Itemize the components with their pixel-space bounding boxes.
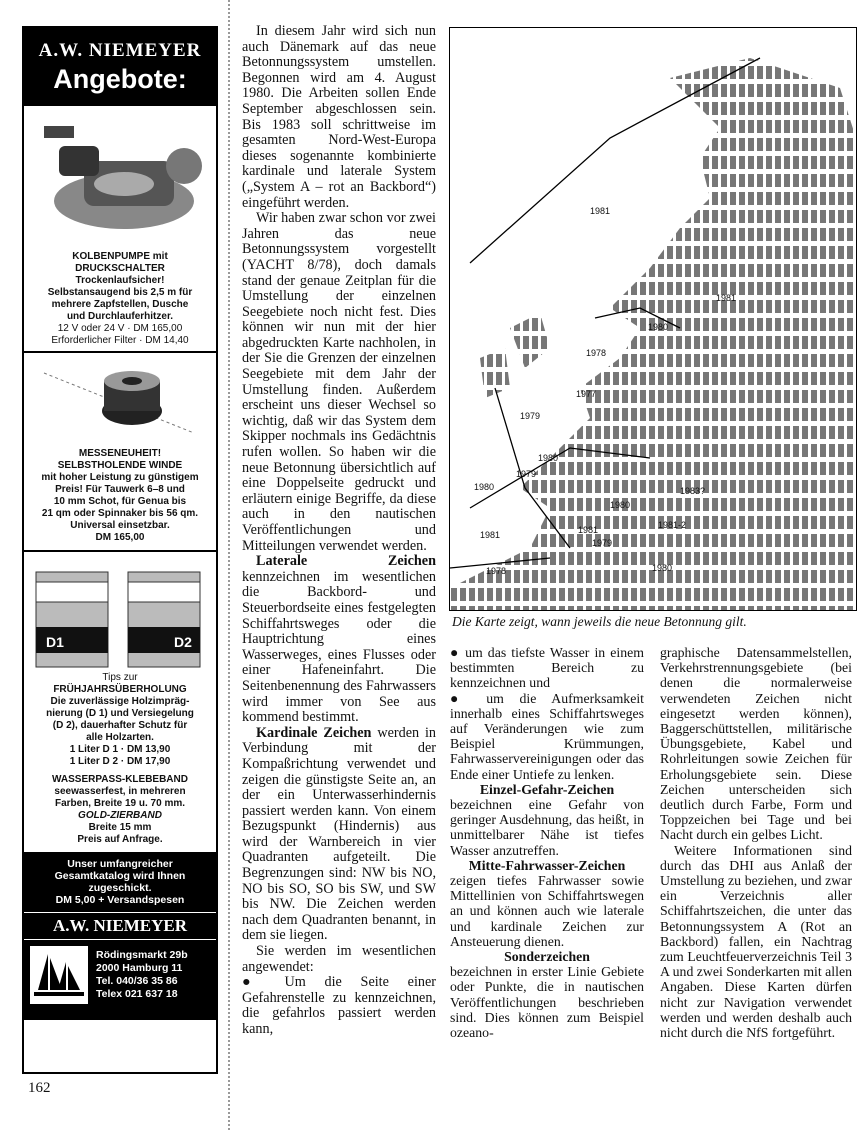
pump-image xyxy=(24,106,216,251)
ad-line: Breite 15 mm xyxy=(88,822,152,833)
map-year-label: 1981 xyxy=(590,206,611,216)
article-column-2 xyxy=(450,645,644,1040)
paragraph xyxy=(242,554,436,726)
ad-line: und Durchlauferhitzer. xyxy=(66,311,174,322)
map-year-label: 1981 xyxy=(716,293,737,303)
map-year-label: 1980 xyxy=(652,563,673,573)
ad-cans-section xyxy=(24,550,216,852)
ad-footer xyxy=(24,852,216,1020)
ad-line: Universal einsetzbar. xyxy=(70,520,170,531)
map-year-label: 1980 xyxy=(610,500,631,510)
paragraph: bezeichnen in erster Linie Gebiete oder Punkte, die in nautischen Veröffentlichungen beschrieben sind. Dies können zum Beispiel ozeano- xyxy=(450,964,644,1041)
map-year-label: 1977 xyxy=(576,389,597,399)
ad-line: (D 2), dauerhafter Schutz für xyxy=(52,720,188,731)
paragraph xyxy=(242,726,436,944)
map-year-label: 1980 xyxy=(648,322,669,332)
page-number: 162 xyxy=(28,1080,51,1096)
ad-catalog-line: zugeschickt. xyxy=(88,882,152,894)
ad-line: DM 165,00 xyxy=(95,532,145,543)
ad-line: WASSERPASS-KLEBEBAND xyxy=(52,774,188,785)
lateral-text: kennzeichnen im wesentlichen die Backbord- und Steuerbordseite eines festgelegten Schiffahrtsweges oder die Hauptrichtung eines Wasserweges, eines Flusses oder einer Hafeneinfahrt. Die Seitenbenennung des Fahrwassers wird immer von See aus kommend bestimmt. xyxy=(242,568,436,726)
map-year-label: 1983? xyxy=(680,486,706,496)
ad-line: MESSENEUHEIT! xyxy=(78,448,162,459)
map-year-label: 1980 xyxy=(538,453,559,463)
ad-title: Angebote: xyxy=(53,64,187,94)
ad-pump-section xyxy=(24,106,216,351)
ad-line: Selbstansaugend bis 2,5 m für xyxy=(47,287,193,298)
ad-address-line: Telex 021 637 18 xyxy=(96,988,178,1000)
map-year-label: 1981 xyxy=(578,525,599,535)
ad-line: Farben, Breite 19 u. 70 mm. xyxy=(54,798,186,809)
ad-line: 1 Liter D 1 · DM 13,90 xyxy=(69,744,171,755)
ad-header xyxy=(24,28,216,106)
sailboat-logo xyxy=(30,946,88,1004)
ad-line: Preis auf Anfrage. xyxy=(77,834,163,845)
ad-line: nierung (D 1) und Versiegelung xyxy=(46,708,194,719)
can-d1-label: D1 xyxy=(46,634,64,650)
ad-line: Die zuverlässige Holzimpräg- xyxy=(50,696,190,707)
article-column-1 xyxy=(242,24,436,1038)
sonder-heading: Sonderzeichen xyxy=(504,949,590,965)
article-column-3 xyxy=(660,645,852,1040)
ad-line: Trockenlaufsicher! xyxy=(75,275,165,286)
map-year-label: 1979 xyxy=(520,411,541,421)
ad-line: SELBSTHOLENDE WINDE xyxy=(57,460,183,471)
map-year-label: 1979 xyxy=(592,538,613,548)
mitte-heading: Mitte-Fahrwasser-Zeichen xyxy=(468,857,626,873)
ad-brand: A.W. NIEMEYER xyxy=(38,40,202,61)
ad-line: alle Holzarten. xyxy=(86,732,154,743)
paragraph: bezeichnen eine Gefahr von geringer Ausdehnung, das heißt, in unmittelbarer Nähe ist tiefes Wasser anzutreffen. xyxy=(450,797,644,858)
paragraph: Sie werden im wesentlichen angewendet: xyxy=(242,943,436,975)
ad-line: mehrere Zapfstellen, Dusche xyxy=(51,299,189,310)
ad-line: seewasserfest, in mehreren xyxy=(54,786,186,797)
map-year-label: 1981-2 xyxy=(658,520,687,530)
lateral-heading: Laterale Zeichen xyxy=(256,553,436,570)
ad-line: GOLD-ZIERBAND xyxy=(78,810,162,821)
ad-catalog-line: Unser umfangreicher xyxy=(67,858,173,870)
ad-line: 10 mm Schot, für Genua bis xyxy=(53,496,187,507)
advertisement xyxy=(22,26,218,1074)
europe-map xyxy=(450,28,856,610)
ad-line: FRÜHJAHRSÜBERHOLUNG xyxy=(53,684,187,695)
map-caption: Die Karte zeigt, wann jeweils die neue Betonnung gilt. xyxy=(452,614,747,629)
winch-image xyxy=(24,353,216,448)
ad-catalog-line: DM 5,00 + Versandspesen xyxy=(55,894,185,906)
ad-line: KOLBENPUMPE mit xyxy=(72,251,168,262)
map-year-label: 1980 xyxy=(474,482,495,492)
map-year-label: 1981 xyxy=(480,530,501,540)
map-year-label: 1978 xyxy=(486,566,507,576)
ad-winch-section xyxy=(24,351,216,550)
ad-line: Tips zur xyxy=(102,672,138,683)
ad-catalog-line: Gesamtkatalog wird Ihnen xyxy=(54,870,186,882)
ad-line: 12 V oder 24 V · DM 165,00 xyxy=(57,323,183,334)
ad-address-line: Rödingsmarkt 29b xyxy=(96,949,188,961)
kardinal-text: werden in Verbindung mit der Kompaßrichtung verwendet und zeigen die günstigste Seite an, an der ein Unterwasserhindernis passiert werden kann. Von einem Bezugspunkt (Hindernis) aus wird der Warnbereich in vier Quadranten aufgeteilt. Die Begrenzungen sind: NW bis NO, NO bis SO, SO bis SW, und SW bis NW. Die Zeichen werden nach dem Quadranten benannt, in dem sie liegen. xyxy=(242,724,437,944)
ad-line: Preis! Für Tauwerk 6–8 und xyxy=(55,484,185,495)
map-year-label: 1979 xyxy=(516,469,537,479)
map-year-label: 1978 xyxy=(586,348,607,358)
paragraph: Weitere Informationen sind durch das DHI aus Anlaß der Umstellung zu beziehen, und zwar ein Verzeichnis aller Schiffahrtszeichen, die unter das Betonnungssystem A (Rot an Backbord) fallen, ein Nachtrag zum Leuchtfeuerverzeichnis Teil 3 A und zwei Sonderkarten mit allen Angaben. Diese Karten dürfen nicht zur Navigation verwendet werden und werden deshalb auch nicht durch die NfS fortgeführt. xyxy=(660,842,852,1041)
ad-brand-footer: A.W. NIEMEYER xyxy=(24,912,216,940)
paragraph: ● um das tiefste Wasser in einem bestimmten Bereich zu kennzeichnen und xyxy=(450,645,644,691)
paragraph: zeigen tiefes Fahrwasser sowie Mittellinien von Schiffahrtswegen an und können auch wie laterale und kardinale Zeichen zur Ansteuerung dienen. xyxy=(450,873,644,949)
paragraph: Wir haben zwar schon vor zwei Jahren das neue Betonnungssystem vorgestellt (YACHT 8/78), doch damals stand der genaue Zeitplan für die Umstellung der einzelnen Seegebiete noch nicht fest. Dies können wir nun mit der hier abgedruckten Karte nachholen, in der Sie die Grenzen der einzelnen Seegebiete mit dem Jahr der Umstellung finden. Außerdem erscheint uns dieser Wechsel so wichtig, daß wir das System dem Skipper nochmals ins Gedächtnis rufen wollen. So haben wir die neue Betonnung übersichtlich auf eine Doppelseite gedruckt und erläutern einige Begriffe, da diese auch in den nautischen Veröffentlichungen und Mitteilungen verwendet werden. xyxy=(242,210,436,554)
kardinal-heading: Kardinale Zeichen xyxy=(256,724,372,741)
cans-image xyxy=(24,552,216,672)
ad-address-line: Tel. 040/36 35 86 xyxy=(96,975,178,987)
ad-line: 1 Liter D 2 · DM 17,90 xyxy=(69,756,171,767)
ad-line: Erforderlicher Filter · DM 14,40 xyxy=(51,335,189,346)
ad-line: 21 qm oder Spinnaker bis 56 qm. xyxy=(41,508,199,519)
map-figure xyxy=(449,27,857,611)
paragraph: ● Um die Seite einer Gefahrenstelle zu kennzeichnen, die gefahrlos passiert werden kann, xyxy=(242,974,436,1037)
paragraph: In diesem Jahr wird sich nun auch Dänemark auf das neue Betonnungssystem umstellen. Begonnen wird am 4. August 1980. Die Arbeiten sollen Ende September abgeschlossen sein. Bis 1983 soll schrittweise im gesamten Nord-West-Europa dieses sogenannte kombinierte kardinale und laterale System („System A – rot an Backbord“) eingeführt werden. xyxy=(242,23,436,211)
einzel-heading: Einzel-Gefahr-Zeichen xyxy=(479,781,615,797)
column-divider xyxy=(228,0,230,1130)
paragraph: ● um die Aufmerksamkeit innerhalb eines Schiffahrtsweges auf Veränderungen wie zum Beispiel Krümmungen, Fahrwasservereinigungen oder das Ende einer Untiefe zu lenken. xyxy=(450,690,644,782)
ad-line: DRUCKSCHALTER xyxy=(75,263,165,274)
can-d2-label: D2 xyxy=(174,634,192,650)
ad-line: mit hoher Leistung zu günstigem xyxy=(41,472,199,483)
ad-address-line: 2000 Hamburg 11 xyxy=(96,962,183,974)
paragraph: graphische Datensammelstellen, Verkehrstrennungsgebiete (bei denen die normalerweise verwendeten Zeichen nicht eingesetzt werden können), Baggerschüttstellen, militärische Übungsgebiete, Kabel und Rohrleitungen sowie Zeichen für Erholungsgebiete sein. Diese Zeichen unterscheiden sich deutlich durch Farbe, Form und Toppzeichen bei Tage und bei Nacht durch ein gelbes Licht. xyxy=(660,645,852,843)
